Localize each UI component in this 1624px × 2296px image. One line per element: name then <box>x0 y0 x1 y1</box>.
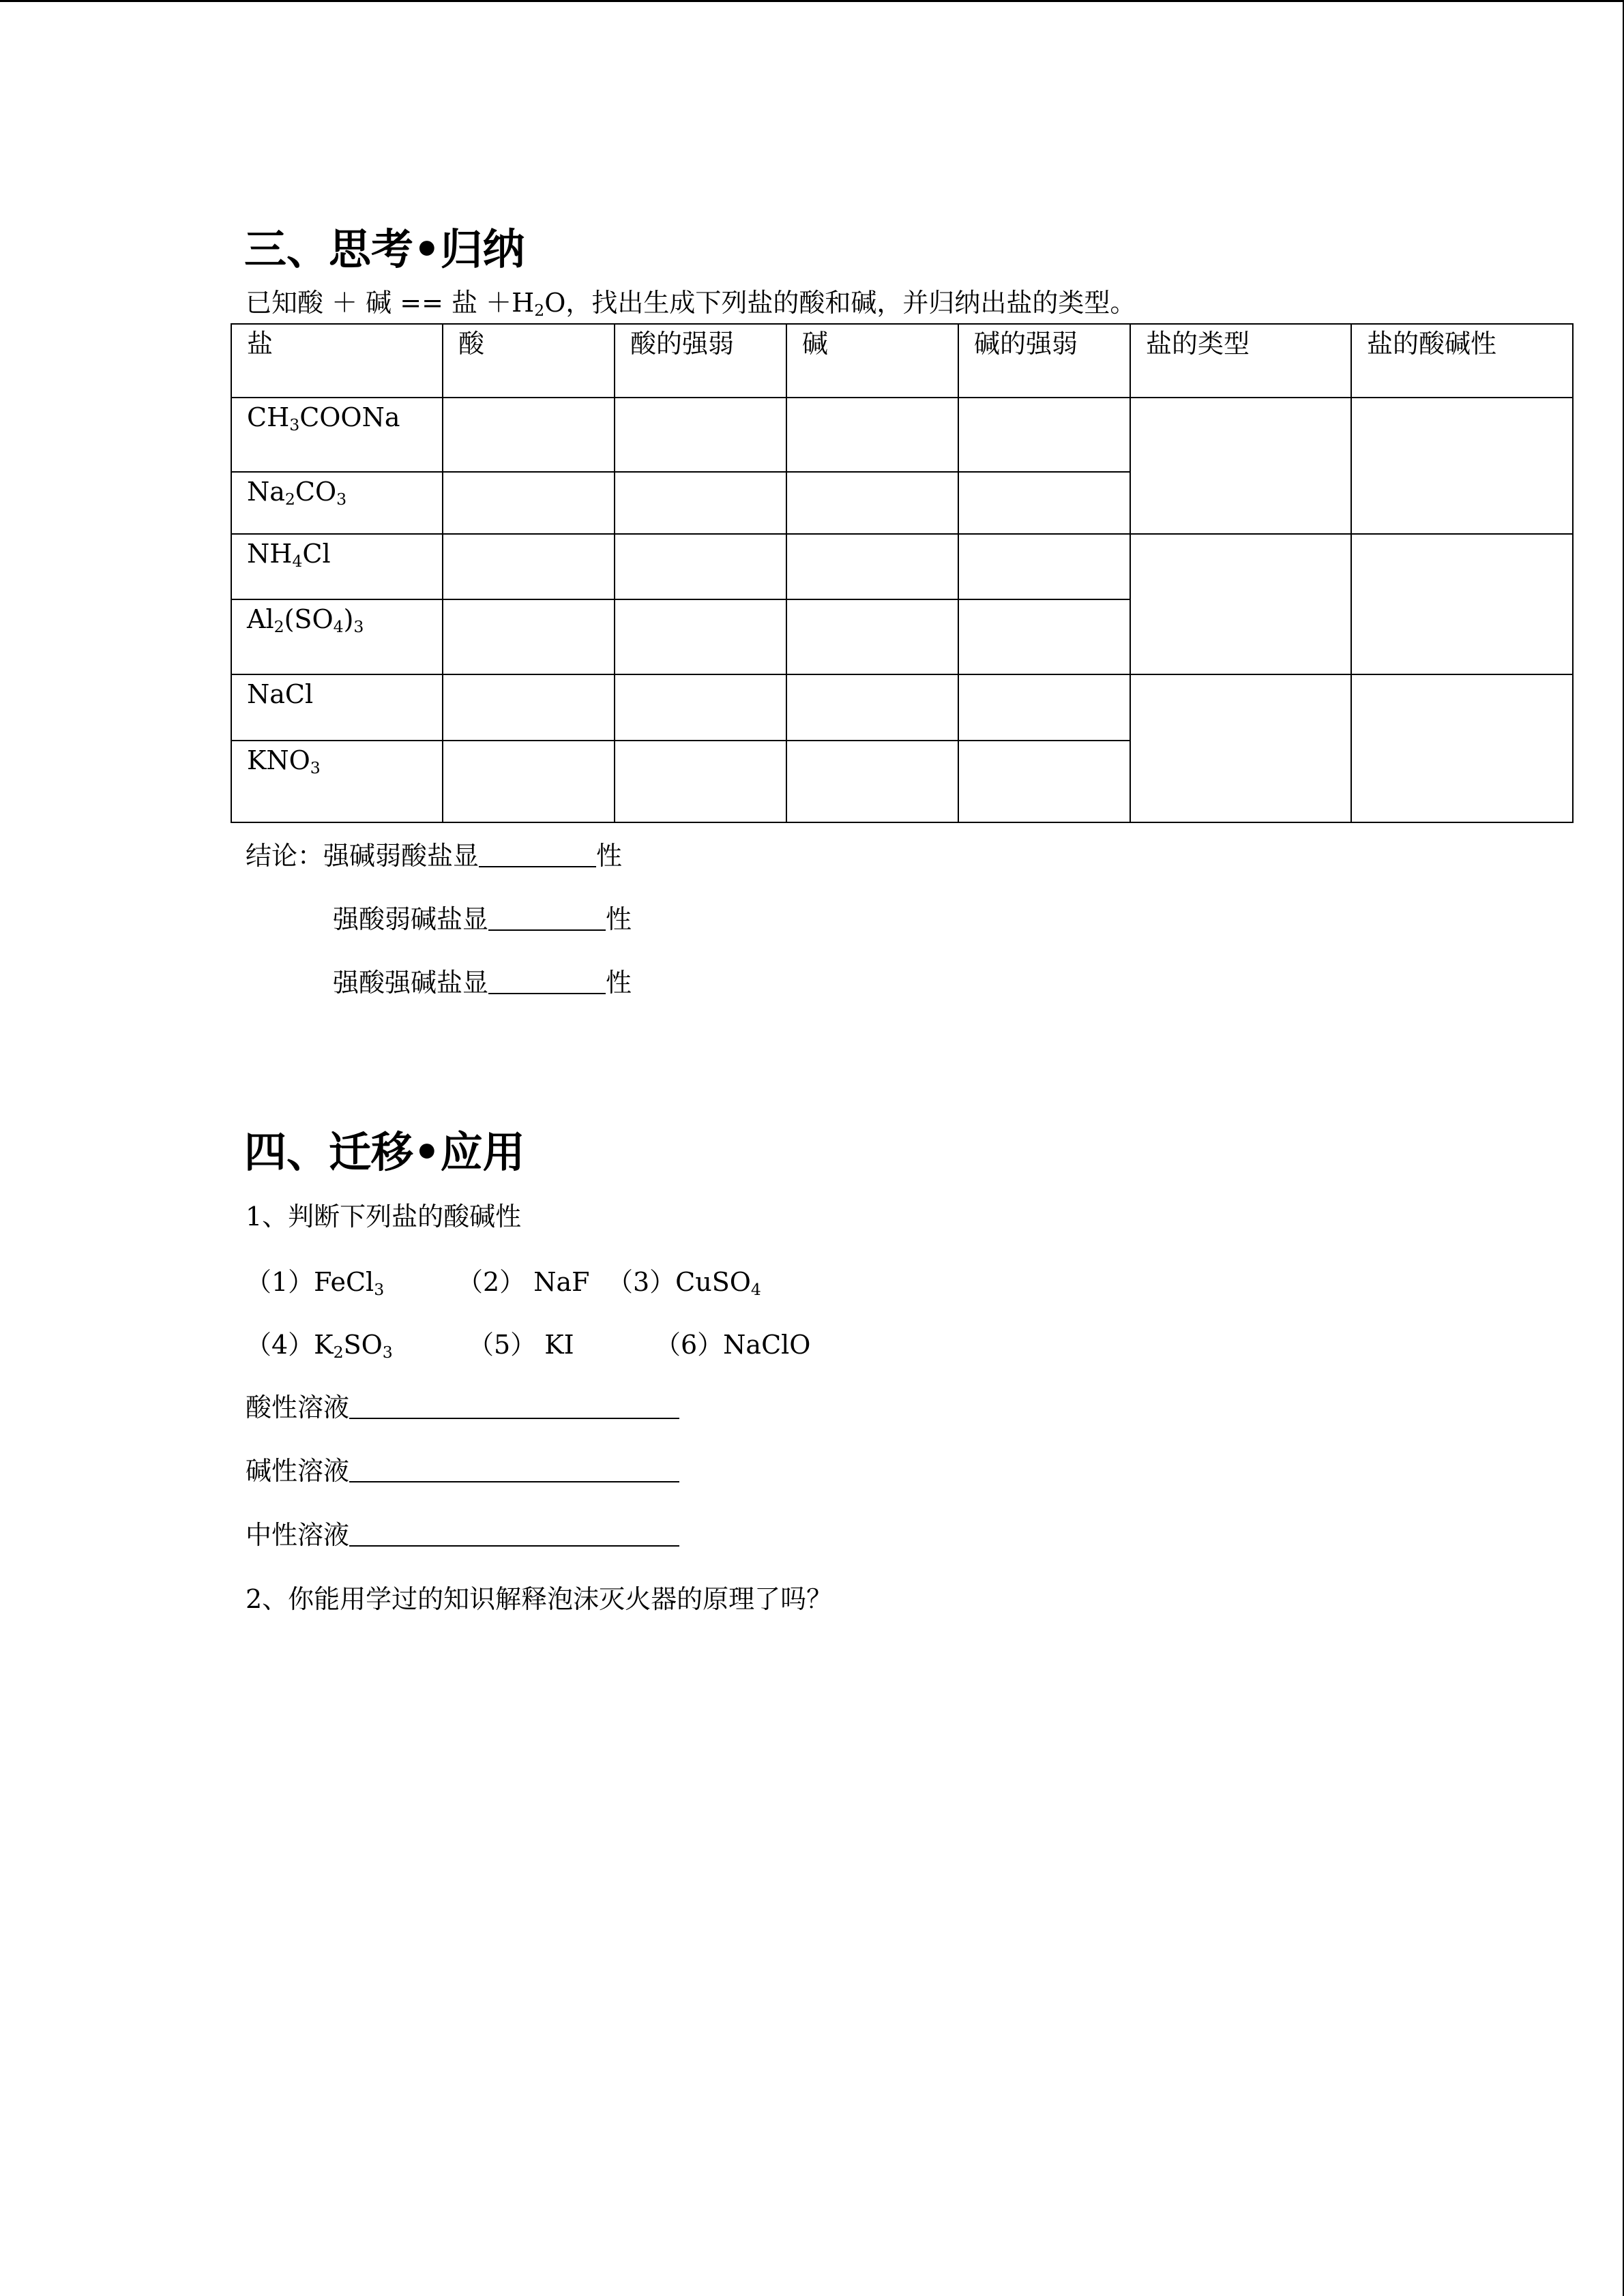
table-row <box>231 534 1573 599</box>
neutral-answer-line: 中性溶液 <box>246 1519 679 1551</box>
table-row <box>231 398 1573 472</box>
header-acid: 酸 <box>443 324 615 398</box>
salt-item-4: $(4)K_2SO_3$ <box>246 1330 393 1362</box>
answer-cell[interactable] <box>786 472 958 534</box>
salt-item-2: （2） NaF <box>457 1267 590 1297</box>
question-1: 1、判断下列盐的酸碱性 <box>246 1202 522 1232</box>
answer-cell[interactable] <box>615 599 786 674</box>
salt-acidity-cell[interactable] <box>1351 534 1573 674</box>
answer-cell[interactable] <box>615 674 786 741</box>
header-salt-acidity: 盐的酸碱性 <box>1351 324 1573 398</box>
answer-cell[interactable] <box>958 472 1130 534</box>
fill-blank[interactable] <box>488 905 606 931</box>
answer-cell[interactable] <box>443 674 615 741</box>
header-salt: 盐 <box>231 324 443 398</box>
conclusion-line-1: 结论：强碱弱酸盐显 性 <box>246 841 623 871</box>
answer-cell[interactable] <box>443 472 615 534</box>
answer-cell[interactable] <box>615 741 786 822</box>
section3-title: 三、思考•归纳 <box>244 224 525 274</box>
answer-cell[interactable] <box>443 741 615 822</box>
conclusion-line-3: 强酸强碱盐显 性 <box>333 968 632 998</box>
salt-cell: $Al_2(SO_4)_3$ <box>231 599 443 674</box>
salt-item-5: （5） KI <box>468 1330 574 1360</box>
table-header-row <box>231 324 1573 398</box>
salt-type-cell[interactable] <box>1130 674 1351 822</box>
answer-cell[interactable] <box>615 398 786 472</box>
answer-cell[interactable] <box>786 741 958 822</box>
answer-cell[interactable] <box>443 398 615 472</box>
section4-title: 四、迁移•应用 <box>244 1127 525 1177</box>
salt-item-1: （1）FeCl$_3$ <box>246 1267 385 1299</box>
header-base-strength: 碱的强弱 <box>958 324 1130 398</box>
basic-answer-line: 碱性溶液 <box>246 1455 679 1487</box>
salt-acidity-cell[interactable] <box>1351 398 1573 534</box>
salt-item-6: （6）NaClO <box>655 1330 811 1360</box>
answer-cell[interactable] <box>958 741 1130 822</box>
answer-cell[interactable] <box>958 398 1130 472</box>
fill-blank[interactable] <box>349 1521 679 1547</box>
header-base: 碱 <box>786 324 958 398</box>
fill-blank[interactable] <box>349 1393 679 1419</box>
answer-cell[interactable] <box>958 534 1130 599</box>
answer-cell[interactable] <box>786 599 958 674</box>
answer-cell[interactable] <box>786 534 958 599</box>
answer-cell[interactable] <box>615 534 786 599</box>
fill-blank[interactable] <box>349 1457 679 1482</box>
answer-cell[interactable] <box>958 599 1130 674</box>
conclusion-line-2: 强酸弱碱盐显 性 <box>333 904 632 934</box>
section3-intro: 已知酸 ＋ 碱 == 盐 $+H_2O$，找出生成下列盐的酸和碱，并归纳出盐的类型。 <box>246 288 1136 320</box>
answer-cell[interactable] <box>615 472 786 534</box>
header-acid-strength: 酸的强弱 <box>615 324 786 398</box>
salt-cell: $Na_2CO_3$ <box>231 472 443 534</box>
salt-table <box>231 323 1574 823</box>
salt-acidity-cell[interactable] <box>1351 674 1573 822</box>
answer-cell[interactable] <box>786 674 958 741</box>
answer-cell[interactable] <box>443 599 615 674</box>
salt-type-cell[interactable] <box>1130 398 1351 534</box>
salt-type-cell[interactable] <box>1130 534 1351 674</box>
question-2: 2、你能用学过的知识解释泡沫灭火器的原理了吗？ <box>246 1584 833 1614</box>
salt-cell: $NH_4Cl$ <box>231 534 443 599</box>
page-top-border <box>0 0 1624 2</box>
answer-cell[interactable] <box>443 534 615 599</box>
acidic-answer-line: 酸性溶液 <box>246 1391 679 1424</box>
fill-blank[interactable] <box>479 841 596 867</box>
salt-cell: $KNO_3$ <box>231 741 443 822</box>
salt-cell: $CH_3COONa$ <box>231 398 443 472</box>
fill-blank[interactable] <box>488 968 606 994</box>
answer-cell[interactable] <box>786 398 958 472</box>
answer-cell[interactable] <box>958 674 1130 741</box>
salt-cell: NaCl <box>231 674 443 741</box>
header-salt-type: 盐的类型 <box>1130 324 1351 398</box>
salt-item-3: （3）CuSO$_4$ <box>607 1267 761 1299</box>
table-row <box>231 674 1573 741</box>
